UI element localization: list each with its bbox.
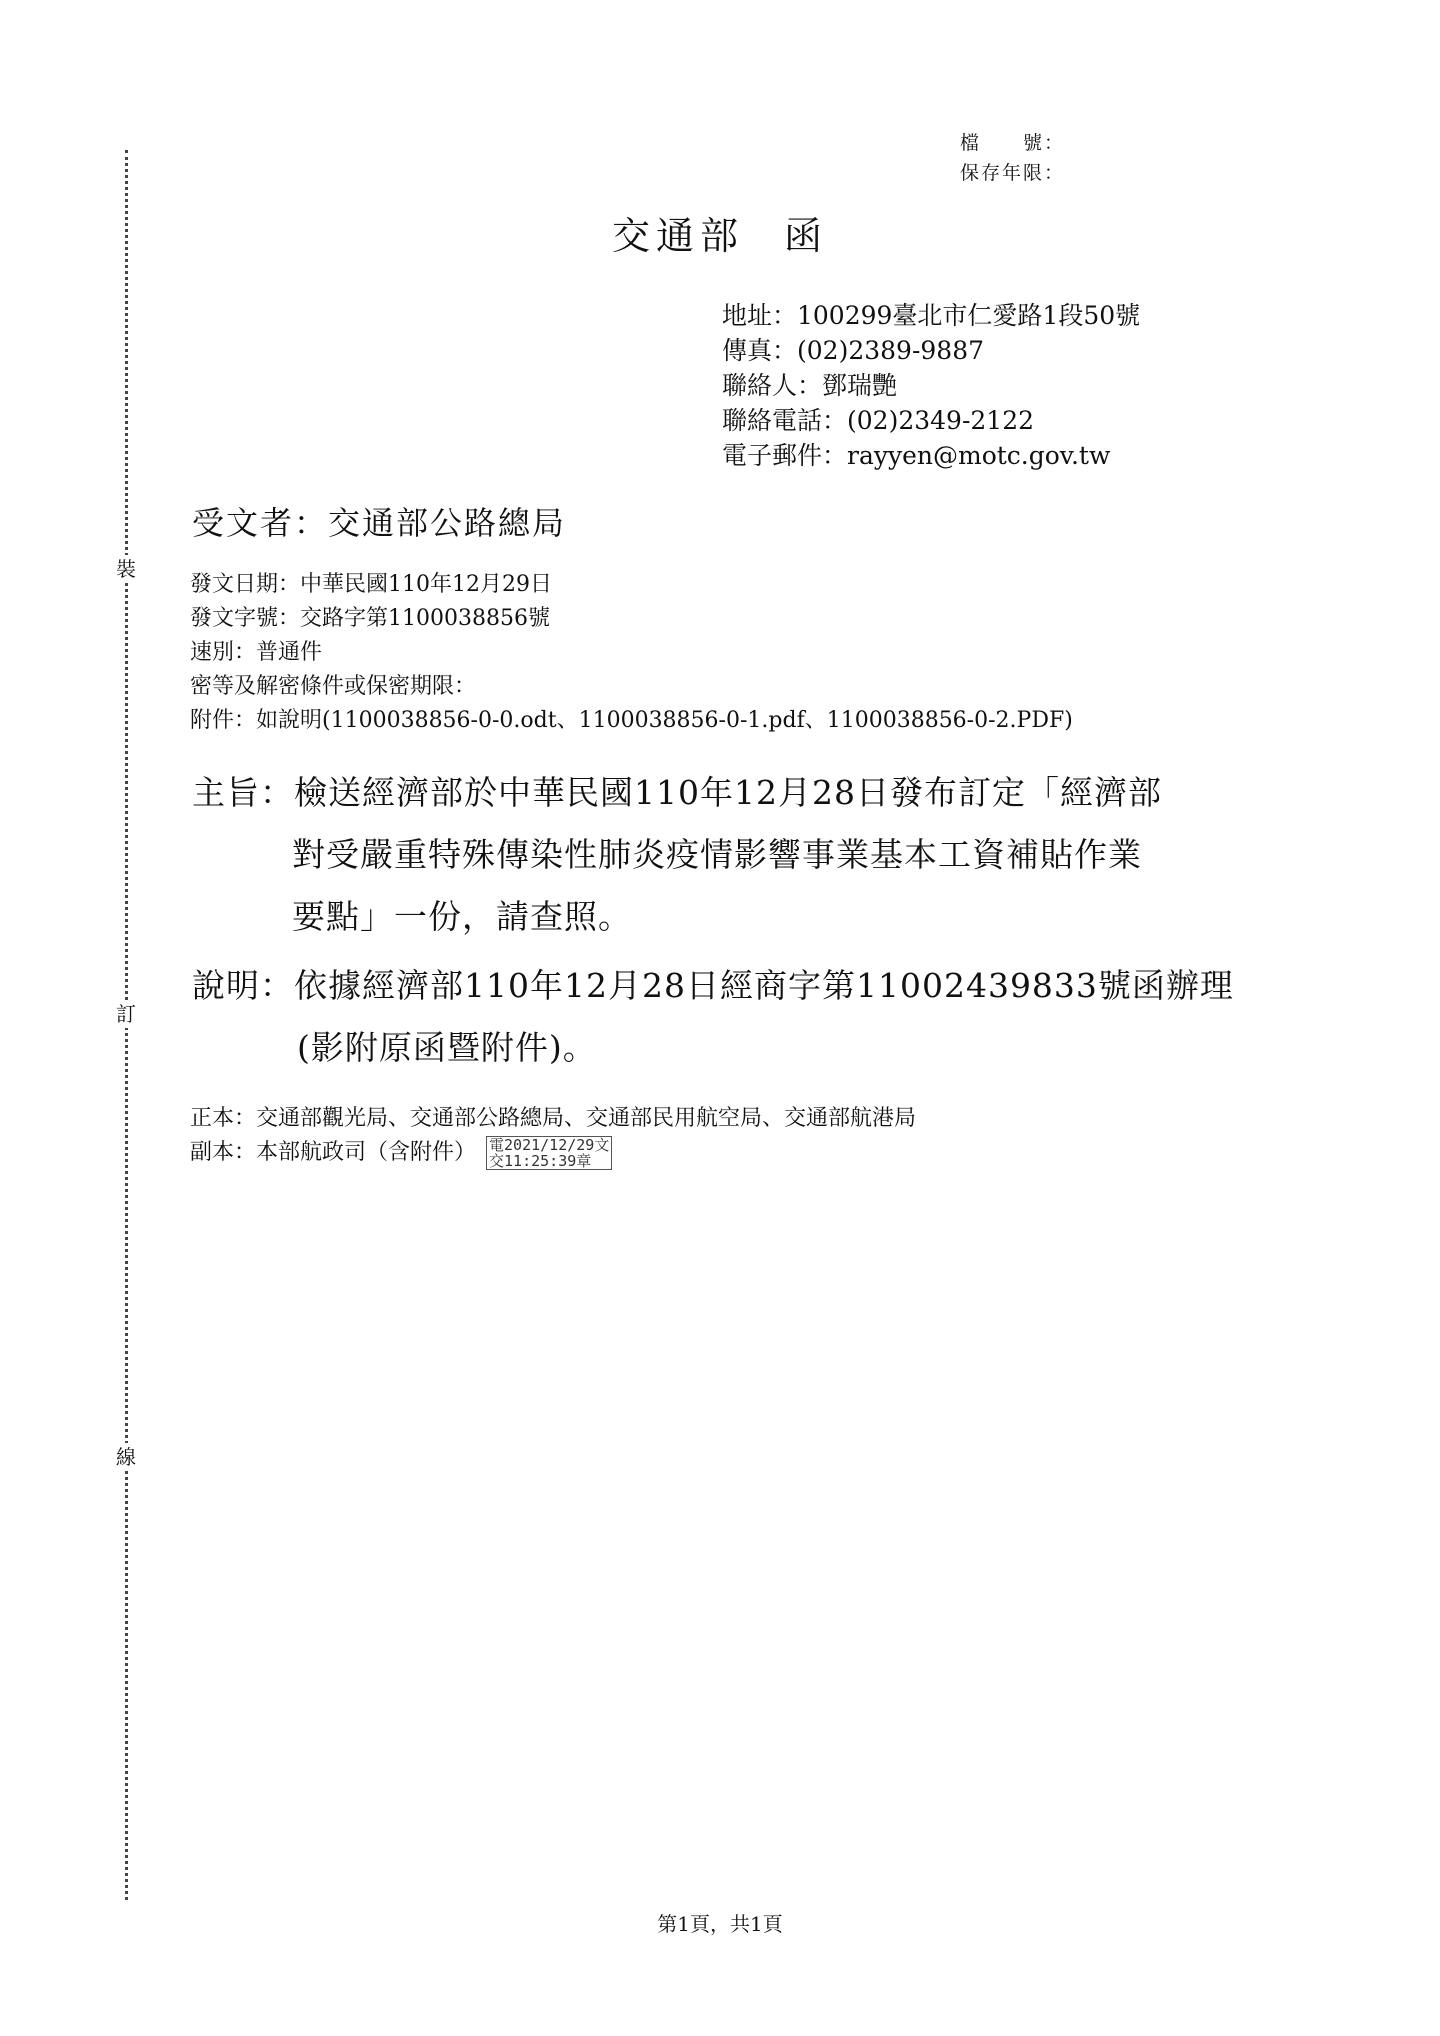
stamp-line-2: 交11:25:39章: [489, 1152, 592, 1170]
page-number: 第1頁，共1頁: [657, 1912, 783, 1936]
binding-char-zhuang: 裝: [112, 555, 140, 583]
contact-address: 地址：100299臺北市仁愛路1段50號: [722, 301, 1141, 330]
explanation-line: (影附原函暨附件)。: [297, 1028, 597, 1067]
duplicate-copy-text: 副本：本部航政司（含附件）: [190, 1140, 477, 1165]
subject-line: 對受嚴重特殊傳染性肺炎疫情影響事業基本工資補貼作業: [292, 835, 1142, 874]
recipient: 受文者：交通部公路總局: [192, 504, 567, 542]
explanation-line: 說明：依據經濟部110年12月28日經商字第11002439833號函辦理: [192, 966, 1234, 1005]
subject-line: 要點」一份，請查照。: [292, 897, 632, 936]
contact-phone: 聯絡電話：(02)2349-2122: [722, 406, 1035, 435]
duplicate-copy: [190, 1136, 916, 1170]
contact-person: 聯絡人：鄧瑞艷: [722, 371, 898, 400]
title-type: 函: [784, 214, 829, 258]
original-copy: [190, 1102, 916, 1136]
explanation-section: [192, 955, 1234, 1079]
retention-label: 保存年限：: [960, 162, 1066, 184]
copies-section: [190, 1102, 916, 1170]
contact-email: 電子郵件：rayyen@motc.gov.tw: [722, 441, 1111, 470]
issue-date: 發文日期：中華民國110年12月29日: [190, 572, 552, 597]
subject-line: 主旨：檢送經濟部於中華民國110年12月28日發布訂定「經濟部: [192, 773, 1162, 812]
file-meta: [960, 128, 1065, 188]
binding-char-ding: 訂: [112, 1000, 140, 1028]
document-title: [612, 205, 828, 260]
issue-meta: [190, 568, 1073, 738]
file-number-label: 檔 號：: [960, 132, 1066, 154]
issue-number: 發文字號：交路字第1100038856號: [190, 606, 550, 631]
original-copy-text: 正本：交通部觀光局、交通部公路總局、交通部民用航空局、交通部航港局: [190, 1106, 917, 1131]
contact-block: [722, 298, 1140, 473]
attachments: 附件：如說明(1100038856-0-0.odt、1100038856-0-1.pdf、1100038856-0-2.PDF): [190, 708, 1073, 733]
urgency: 速別：普通件: [190, 640, 323, 665]
stamp-line-1: 電2021/12/29文: [489, 1136, 610, 1154]
classification: 密等及解密條件或保密期限：: [190, 674, 477, 699]
title-org: 交通部: [612, 214, 745, 258]
subject-section: [192, 762, 1162, 948]
binding-char-xian: 線: [112, 1443, 140, 1471]
contact-fax: 傳真：(02)2389-9887: [722, 336, 985, 365]
electronic-seal-stamp: [486, 1136, 612, 1170]
